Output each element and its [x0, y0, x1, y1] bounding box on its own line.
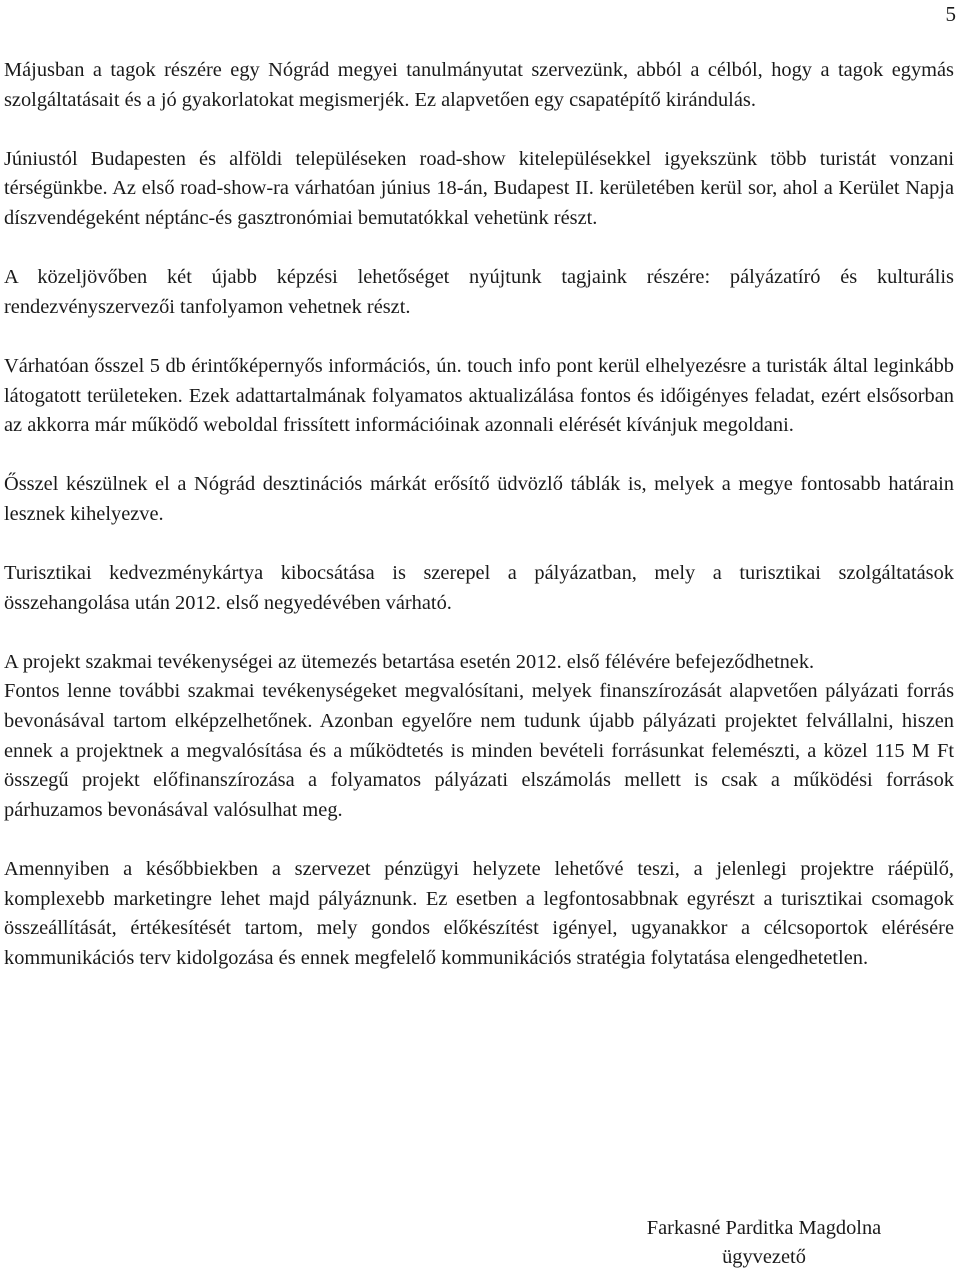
signatory-name: Farkasné Parditka Magdolna: [646, 1217, 882, 1239]
paragraph-discount-card: Turisztikai kedvezménykártya kibocsátása is szerepel a pályázatban, mely a turisztikai szolgáltatások összehangolása után 2012. első negyedévében várható.: [4, 562, 954, 614]
paragraph-road-show: Júniustól Budapesten és alföldi településeken road-show kitelepülésekkel igyekszünk több turistát vonzani térségünkbe. Az első road-show-ra várhatóan június 18-án, Budapest II. kerületében kerül sor, ahol a Kerület Napja díszvendégeként néptánc-és gasztronómiai bemutatókkal vehetünk részt.: [4, 147, 954, 229]
paragraph-welcome-signs: Ősszel készülnek el a Nógrád desztinációs márkát erősítő üdvözlő táblák is, melyek a megye fontosabb határain lesznek kihelyezve.: [4, 473, 954, 525]
paragraph-future-plans: Amennyiben a későbbiekben a szervezet pénzügyi helyzete lehetővé teszi, a jelenlegi projektre ráépülő, komplexebb marketingre lehet majd pályáznunk. Ez esetben a legfontosabbnak egyrészt a turisztikai csomagok összeállítását, értékesítését tartom, mely gondos előkészítést igényel, ugyanakkor a célcsoportok elérésére kommunikációs terv kidolgozása és ennek megfelelő kommunikációs stratégia folytatása elengedhetetlen.: [4, 858, 954, 969]
document-body: [4, 56, 954, 973]
paragraph-financing: Fontos lenne további szakmai tevékenységeket megvalósítani, melyek finanszírozását alapvetően pályázati forrás bevonásával tartom elképzelhetőnek. Azonban egyelőre nem tudunk újabb pályázati projektet felvállalni, hiszen ennek a projektnek a megvalósítása és a működtetés is minden bevételi forrásunkat felemészti, a közel 115 M Ft összegű projekt előfinanszírozása a folyamatos pályázati elszámolás mellett is csak a működési források párhuzamos bevonásával valósulhat meg.: [4, 680, 954, 821]
paragraph-trainings: A közeljövőben két újabb képzési lehetőséget nyújtunk tagjaink részére: pályázatíró és kulturális rendezvényszervezői tanfolyamon vehetnek részt.: [4, 266, 954, 318]
page-number: 5: [945, 2, 956, 26]
paragraph-study-trip: Májusban a tagok részére egy Nógrád megyei tanulmányutat szervezünk, abból a célból, hogy a tagok egymás szolgáltatásait és a jó gyakorlatokat megismerjék. Ez alapvetően egy csapatépítő kirándulás.: [4, 59, 954, 111]
paragraph-project-completion: A projekt szakmai tevékenységei az ütemezés betartása esetén 2012. első félévére befejeződhetnek.: [4, 650, 815, 673]
signatory-title: ügyvezető: [722, 1246, 806, 1268]
signature-block: [614, 1214, 914, 1272]
paragraph-touch-info: Várhatóan ősszel 5 db érintőképernyős információs, ún. touch info pont kerül elhelyezésre a turisták által leginkább látogatott területeken. Ezek adattartalmának folyamatos aktualizálása fontos és időigényes feladat, ezért elsősorban az akkorra már működő weboldal frissített információinak azonnali elérését kívánjuk megoldani.: [4, 354, 954, 437]
